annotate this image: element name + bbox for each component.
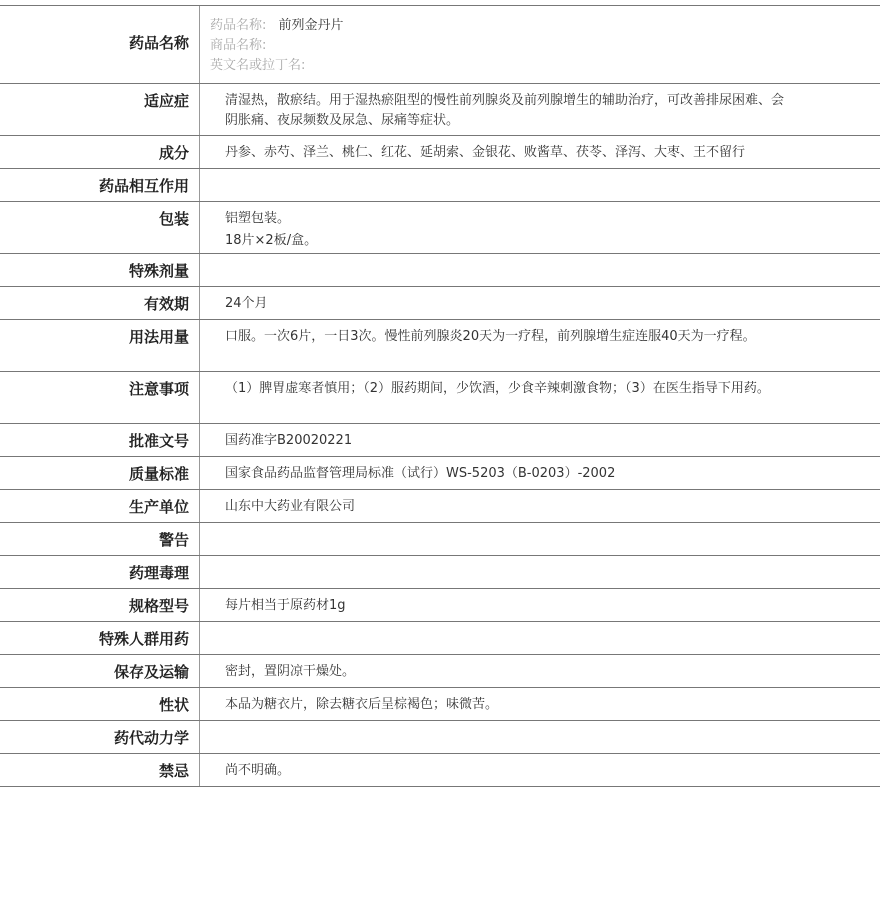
packaging-label: 包装 bbox=[0, 202, 200, 253]
spec-label: 规格型号 bbox=[0, 589, 200, 621]
ingredients-label: 成分 bbox=[0, 136, 200, 168]
spec-row bbox=[0, 589, 880, 622]
contraindications-label: 禁忌 bbox=[0, 754, 200, 786]
interactions-label: 药品相互作用 bbox=[0, 169, 200, 201]
ingredients-row bbox=[0, 136, 880, 169]
english-name-key: 英文名或拉丁名: bbox=[210, 58, 306, 73]
special-groups-row bbox=[0, 622, 880, 655]
storage-row bbox=[0, 655, 880, 688]
generic-name-value: 前列金丹片 bbox=[278, 18, 344, 33]
packaging-line-2: 18片×2板/盒。 bbox=[225, 233, 318, 248]
standard-label: 质量标准 bbox=[0, 457, 200, 489]
standard-row bbox=[0, 457, 880, 490]
special-dose-row bbox=[0, 254, 880, 287]
precautions-value: （1）脾胃虚寒者慎用；（2）服药期间，少饮酒，少食辛辣刺激食物；（3）在医生指导下用药。 bbox=[225, 381, 770, 396]
special-dose-label: 特殊剂量 bbox=[0, 254, 200, 286]
drug-name-row bbox=[0, 6, 880, 84]
toxicology-label: 药理毒理 bbox=[0, 556, 200, 588]
precautions-label: 注意事项 bbox=[0, 372, 200, 423]
pharmacokinetics-value bbox=[200, 721, 880, 753]
trade-name-key: 商品名称: bbox=[210, 38, 267, 53]
usage-label: 用法用量 bbox=[0, 320, 200, 371]
generic-name-key: 药品名称: bbox=[210, 18, 267, 33]
usage-value: 口服。一次6片，一日3次。慢性前列腺炎20天为一疗程，前列腺增生症连服40天为一疗程。 bbox=[225, 329, 756, 344]
warning-label: 警告 bbox=[0, 523, 200, 555]
pharmacokinetics-row bbox=[0, 721, 880, 754]
approval-label: 批准文号 bbox=[0, 424, 200, 456]
appearance-label: 性状 bbox=[0, 688, 200, 720]
storage-value: 密封，置阴凉干燥处。 bbox=[225, 664, 356, 679]
indication-label: 适应症 bbox=[0, 84, 200, 135]
warning-value bbox=[200, 523, 880, 555]
spec-value: 每片相当于原药材1g bbox=[225, 598, 346, 613]
contraindications-value: 尚不明确。 bbox=[225, 763, 291, 778]
drug-name-cell bbox=[200, 6, 880, 83]
interactions-row bbox=[0, 169, 880, 202]
ingredients-value: 丹参、赤芍、泽兰、桃仁、红花、延胡索、金银花、败酱草、茯苓、泽泻、大枣、王不留行 bbox=[225, 145, 746, 160]
storage-label: 保存及运输 bbox=[0, 655, 200, 687]
pharmacokinetics-label: 药代动力学 bbox=[0, 721, 200, 753]
appearance-row bbox=[0, 688, 880, 721]
packaging-row bbox=[0, 202, 880, 254]
packaging-line-1: 铝塑包装。 bbox=[225, 211, 291, 226]
interactions-value bbox=[200, 169, 880, 201]
approval-value: 国药准字B20020221 bbox=[225, 433, 353, 448]
warning-row bbox=[0, 523, 880, 556]
approval-row bbox=[0, 424, 880, 457]
generic-name-line bbox=[210, 16, 880, 36]
special-dose-value bbox=[200, 254, 880, 286]
manufacturer-row bbox=[0, 490, 880, 523]
drug-name-label: 药品名称 bbox=[0, 6, 200, 83]
indication-value: 清湿热，散瘀结。用于湿热瘀阻型的慢性前列腺炎及前列腺增生的辅助治疗，可改善排尿困难、会阴胀痛、夜尿频数及尿急、尿痛等症状。 bbox=[225, 93, 785, 128]
toxicology-value bbox=[200, 556, 880, 588]
special-groups-label: 特殊人群用药 bbox=[0, 622, 200, 654]
usage-row bbox=[0, 320, 880, 372]
toxicology-row bbox=[0, 556, 880, 589]
precautions-row bbox=[0, 372, 880, 424]
validity-value: 24个月 bbox=[225, 296, 268, 311]
validity-row bbox=[0, 287, 880, 320]
special-groups-value bbox=[200, 622, 880, 654]
contraindications-row bbox=[0, 754, 880, 787]
manufacturer-value: 山东中大药业有限公司 bbox=[225, 499, 356, 514]
drug-info-table bbox=[0, 5, 880, 787]
indication-row bbox=[0, 84, 880, 136]
standard-value: 国家食品药品监督管理局标准（试行）WS-5203（B-0203）-2002 bbox=[225, 466, 616, 481]
validity-label: 有效期 bbox=[0, 287, 200, 319]
appearance-value: 本品为糖衣片，除去糖衣后呈棕褐色；味微苦。 bbox=[225, 697, 499, 712]
packaging-value bbox=[200, 202, 880, 253]
manufacturer-label: 生产单位 bbox=[0, 490, 200, 522]
